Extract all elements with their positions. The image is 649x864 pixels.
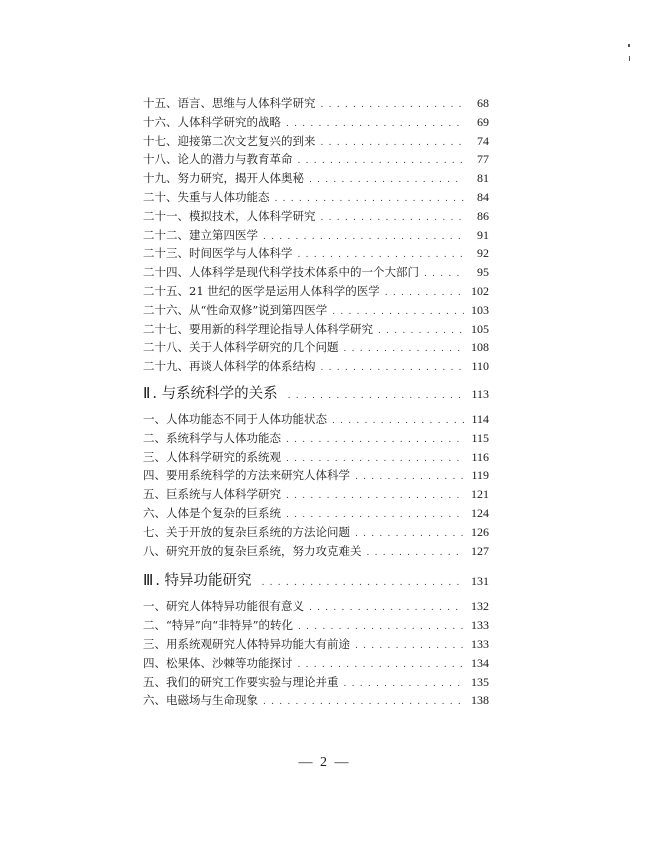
toc-entry-page: 69 (477, 114, 489, 129)
toc-entry-title: 一、研究人体特异功能很有意义 (143, 599, 304, 614)
toc-entry (143, 597, 489, 616)
toc-entry (143, 94, 489, 113)
toc-entry-page: 133 (471, 636, 489, 651)
toc-entry-title: 二十五、21 世纪的医学是运用人体科学的医学 (143, 283, 380, 298)
page-number: — 2 — (298, 755, 351, 770)
toc-entry-page: 114 (471, 411, 489, 426)
toc-entry-title: 三、用系统观研究人体特异功能大有前途 (143, 636, 350, 651)
toc-entry (143, 301, 489, 320)
toc-entry-title: 二十七、要用新的科学理论指导人体科学研究 (143, 321, 373, 336)
toc-entry (143, 654, 489, 673)
toc-entry-page: 110 (471, 359, 489, 374)
toc-entry (143, 466, 489, 485)
toc-entry (143, 357, 489, 376)
toc-entry-title: 五、我们的研究工作要实验与理论并重 (143, 674, 339, 689)
toc-entry (143, 188, 489, 207)
toc-entry-title: 二、系统科学与人体功能态 (143, 430, 281, 445)
dot-leader (321, 134, 465, 153)
toc-entry-page: 116 (471, 449, 489, 464)
dot-leader (355, 525, 464, 544)
dot-leader (344, 675, 465, 694)
toc-entry (143, 691, 489, 710)
toc-entry-page: 121 (471, 487, 489, 502)
toc-entry (143, 263, 489, 282)
toc-entry (143, 429, 489, 448)
toc-entry (143, 320, 489, 339)
dot-leader (263, 228, 464, 247)
dot-leader (321, 209, 465, 228)
toc-entry-page: 95 (477, 265, 489, 280)
toc-entry (143, 410, 489, 429)
dot-leader (385, 284, 464, 303)
dot-leader (355, 637, 464, 656)
toc-entry (143, 448, 489, 467)
scan-speck (629, 56, 630, 61)
dot-leader (424, 265, 464, 284)
toc-entry-title: 二十六、从“性命双修”说到第四医学 (143, 302, 328, 317)
toc-entry-page: 92 (477, 246, 489, 261)
dot-leader (367, 544, 465, 563)
section-title: . 与系统科学的关系 (152, 385, 278, 402)
toc-entry-title: 二、“特异”向“非特异”的转化 (143, 618, 294, 633)
dot-leader (263, 693, 464, 712)
toc-entry-page: 133 (471, 618, 489, 633)
toc-entry (143, 542, 489, 561)
toc-entry-page: 124 (471, 505, 489, 520)
dot-leader (288, 383, 464, 410)
dot-leader (286, 487, 464, 506)
toc-entry-title: 十五、语言、思维与人体科学研究 (143, 96, 316, 110)
toc-entry-page: 91 (477, 227, 489, 242)
toc-entry (143, 504, 489, 523)
toc-entry-page: 132 (471, 599, 489, 614)
toc-entry (143, 282, 489, 301)
section-numeral: Ⅱ (143, 385, 151, 402)
toc-entry-page: 74 (477, 133, 489, 148)
toc-entry-page: 68 (477, 96, 489, 110)
section-page: 131 (471, 574, 489, 589)
dot-leader (309, 171, 464, 190)
dot-leader (286, 431, 464, 450)
toc-entry-page: 86 (477, 208, 489, 223)
toc-entry (143, 616, 489, 635)
dot-leader (355, 468, 464, 487)
toc-entry-title: 六、人体是个复杂的巨系统 (143, 505, 281, 520)
toc-entry (143, 150, 489, 169)
toc-entry-page: 81 (477, 171, 489, 186)
toc-entry-title: 二十一、模拟技术，人体科学研究 (143, 208, 316, 223)
toc-entry-title: 二十三、时间医学与人体科学 (143, 246, 293, 261)
toc-entry-page: 134 (471, 655, 489, 670)
toc-entry-title: 六、电磁场与生命现象 (143, 693, 258, 708)
toc-entry-title: 二十八、关于人体科学研究的几个问题 (143, 340, 339, 355)
toc-entry (143, 169, 489, 188)
toc-entry-title: 十九、努力研究，揭开人体奥秘 (143, 171, 304, 186)
section-numeral: Ⅲ (143, 573, 154, 590)
toc-entry-page: 135 (471, 674, 489, 689)
toc-entry-title: 七、关于开放的复杂巨系统的方法论问题 (143, 524, 350, 539)
dot-leader (344, 340, 465, 359)
toc-entry-title: 一、人体功能态不同于人体功能状态 (143, 411, 327, 426)
toc-entry-title: 二十二、建立第四医学 (143, 227, 258, 242)
dot-leader (321, 359, 465, 378)
toc-entry-page: 105 (471, 321, 489, 336)
table-of-contents (143, 94, 489, 710)
toc-entry (143, 244, 489, 263)
toc-entry-title: 二十四、人体科学是现代科学技术体系中的一个大部门 (143, 265, 419, 280)
dot-leader (262, 570, 464, 597)
dot-leader (298, 152, 465, 171)
toc-entry (143, 338, 489, 357)
toc-entry-title: 二十九、再谈人体科学的体系结构 (143, 359, 316, 374)
toc-entry-title: 八、研究开放的复杂巨系统，努力攻克难关 (143, 543, 362, 558)
toc-entry-title: 五、巨系统与人体科学研究 (143, 487, 281, 502)
toc-section-3 (143, 568, 489, 595)
toc-entry-page: 103 (471, 302, 489, 317)
section-page: 113 (471, 386, 489, 401)
toc-entry-page: 115 (471, 430, 489, 445)
toc-entry-page: 119 (471, 468, 489, 483)
toc-part2-list (143, 410, 489, 560)
toc-entry-title: 十七、迎接第二次文艺复兴的到来 (143, 133, 316, 148)
toc-entry-title: 十六、人体科学研究的战略 (143, 114, 281, 129)
toc-section-2 (143, 381, 489, 408)
toc-entry (143, 207, 489, 226)
toc-part1-list (143, 94, 489, 376)
toc-entry-title: 十八、论人的潜力与教育革命 (143, 152, 293, 167)
toc-entry-title: 三、人体科学研究的系统观 (143, 449, 281, 464)
toc-entry-title: 二十、失重与人体功能态 (143, 189, 270, 204)
dot-leader (332, 412, 464, 431)
section-title: . 特异功能研究 (155, 573, 252, 590)
toc-entry (143, 485, 489, 504)
toc-entry (143, 635, 489, 654)
toc-entry-page: 127 (471, 543, 489, 558)
toc-entry-page: 108 (471, 340, 489, 355)
toc-entry-title: 四、松果体、沙棘等功能探讨 (143, 655, 293, 670)
toc-entry-page: 102 (471, 283, 489, 298)
toc-entry-page: 84 (477, 189, 489, 204)
toc-entry (143, 673, 489, 692)
toc-entry-title: 四、要用系统科学的方法来研究人体科学 (143, 468, 350, 483)
toc-entry (143, 113, 489, 132)
dot-leader (321, 96, 465, 115)
toc-part3-list (143, 597, 489, 710)
toc-entry-page: 126 (471, 524, 489, 539)
dot-leader (309, 599, 464, 618)
toc-entry-page: 138 (471, 693, 489, 708)
toc-entry (143, 523, 489, 542)
dot-leader (378, 322, 464, 341)
toc-entry (143, 226, 489, 245)
scan-speck (628, 44, 630, 47)
toc-entry-page: 77 (477, 152, 489, 167)
toc-entry (143, 132, 489, 151)
